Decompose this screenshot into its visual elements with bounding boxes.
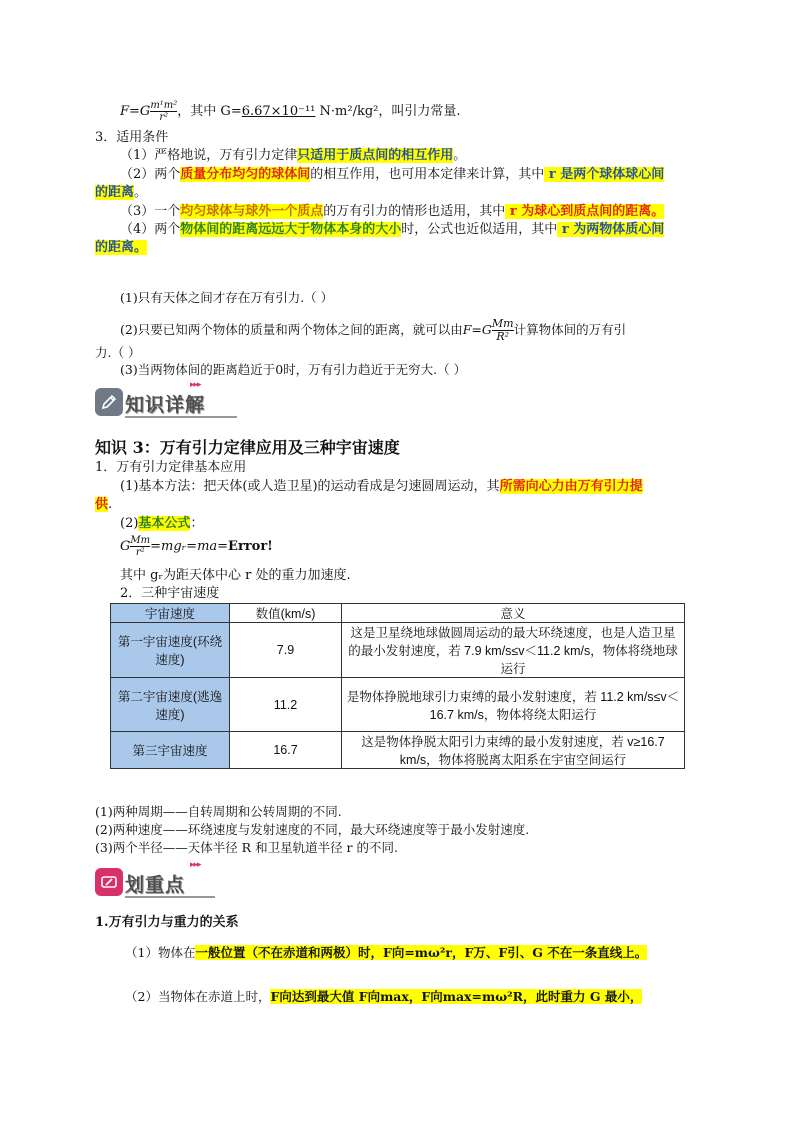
cond-4-mid: 时，公式也近似适用，其中 (401, 222, 558, 237)
k3-method-pre: (1)基本方法：把天体(或人造卫星)的运动看成是匀速圆周运动，其 (120, 479, 500, 494)
note-1: (1)两种周期——自转周期和公转周期的不同. (95, 804, 342, 819)
table-header-cell: 数值(km/s) (230, 604, 342, 623)
cond-3-pre: （3）一个 (120, 204, 181, 219)
k3-note: 其中 gᵣ为距天体中心 r 处的重力加速度. (120, 568, 351, 583)
cond-4-highlight-a: 物体间的距离远远大于物体本身的大小 (180, 222, 402, 237)
cond-3 (120, 203, 664, 221)
k3-formula-error: Error! (228, 539, 273, 554)
cond-1-post: 。 (453, 148, 467, 163)
cond-3-highlight-a: 均匀球体与球外一个质点 (180, 204, 324, 219)
arrows-decoration: ▸▸▸ (190, 380, 201, 390)
formula-lhs: F=G (120, 104, 151, 119)
judge-3: (3)当两物体间的距离趋近于0时，万有引力趋近于无穷大.（ ） (120, 362, 467, 377)
k3-method-highlight-cont: 供 (95, 497, 109, 512)
table-cell-value: 16.7 (230, 732, 342, 769)
highlighter-icon (95, 868, 123, 896)
cond-2-highlight-a: 质量分布均匀的球体间 (180, 167, 311, 182)
cond-title: 3．适用条件 (95, 130, 169, 145)
note-3: (3)两个半径——天体半径 R 和卫星轨道半径 r 的不同. (95, 840, 398, 855)
judge-2-post: 计算物体间的万有引 (513, 322, 627, 337)
judge-2-formula: F=G (462, 322, 492, 337)
badge-keypoints-label: 划重点 (125, 874, 186, 896)
formula-mid: ，其中 G= (177, 104, 242, 119)
k3-formula-numerator: Mm (130, 535, 151, 546)
k3-formula-g: G (120, 539, 131, 554)
judge-2-cont: 力.（ ） (95, 345, 141, 360)
k3-basic-highlight: 基本公式 (138, 516, 191, 531)
table-cell-meaning: 这是物体挣脱太阳引力束缚的最小发射速度，若 v≥16.7 km/s，物体将脱离太阳系在宇宙空间运行 (342, 732, 685, 769)
cond-2-post: 。 (134, 185, 148, 200)
k3-subheading-2: 2．三种宇宙速度 (120, 586, 220, 601)
table-header-row (111, 604, 685, 623)
cond-3-mid: 的万有引力的情形也适用，其中 (323, 204, 506, 219)
judge-2 (120, 318, 626, 343)
badge-underline (125, 416, 237, 418)
k3-basic-formula-label (120, 515, 203, 533)
judge-1: (1)只有天体之间才存在万有引力.（ ） (120, 290, 334, 305)
pencil-icon (95, 388, 123, 416)
table-header-cell: 意义 (342, 604, 685, 623)
cond-2-cont (95, 184, 147, 202)
table-cell-name: 第一宇宙速度(环绕速度) (111, 623, 230, 678)
table-cell-meaning: 这是卫星绕地球做圆周运动的最大环绕速度，也是人造卫星的最小发射速度，若 7.9 km/s≤v＜11.2 km/s，物体将绕地球运行 (342, 623, 685, 678)
table-cell-value: 7.9 (230, 623, 342, 678)
table-row (111, 623, 685, 678)
table-cell-meaning: 是物体挣脱地球引力束缚的最小发射速度，若 11.2 km/s≤v＜16.7 km/s，物体将绕太阳运行 (342, 678, 685, 732)
table-cell-value: 11.2 (230, 678, 342, 732)
k3-formula-fraction (130, 535, 150, 558)
cosmic-velocity-table (110, 603, 685, 769)
key-point-2-highlight: F向达到最大值 F向max，F向max=mω²R，此时重力 G 最小， (270, 989, 643, 1004)
key-title: 1.万有引力与重力的关系 (95, 915, 239, 930)
key-point-2-pre: （2）当物体在赤道上时， (125, 989, 271, 1004)
g-value: 6.67×10⁻¹¹ (241, 104, 316, 119)
gravitation-formula (120, 100, 461, 123)
k3-method (120, 478, 643, 496)
table-row (111, 732, 685, 769)
cond-4-highlight-b: r 为两物体质心间 (557, 222, 665, 237)
table-header-cell: 宇宙速度 (111, 604, 230, 623)
judge-2-denominator: R² (496, 330, 510, 343)
k3-basic-pre: (2) (120, 516, 139, 531)
cond-1 (120, 147, 466, 165)
section-badge-keypoints (95, 860, 240, 900)
judge-2-pre: (2)只要已知两个物体的质量和两个物体之间的距离，就可以由 (120, 322, 463, 337)
table-cell-name: 第二宇宙速度(逃逸速度) (111, 678, 230, 732)
cond-4-pre: （4）两个 (120, 222, 181, 237)
badge-underline (125, 896, 215, 898)
judge-2-fraction (492, 318, 514, 343)
k3-method-cont (95, 496, 112, 514)
arrows-decoration: ▸▸▸ (190, 860, 201, 870)
key-point-1-highlight: 一般位置（不在赤道和两极）时，F向=mω²r，F万、F引、G 不在一条直线上。 (195, 945, 648, 960)
judge-2-numerator: Mm (491, 317, 514, 330)
cond-2 (120, 166, 664, 184)
table-cell-name: 第三宇宙速度 (111, 732, 230, 769)
cond-4-highlight-c: 的距离。 (95, 240, 148, 255)
k3-formula-rest: =mgᵣ=ma= (150, 539, 229, 554)
formula-denominator: r² (159, 112, 169, 123)
table-row (111, 678, 685, 732)
k3-subheading-1: 1．万有引力定律基本应用 (95, 460, 247, 475)
k3-method-post: . (108, 497, 113, 512)
cond-2-highlight-b: r 是两个球体球心间 (544, 167, 665, 182)
cond-1-pre: （1）严格地说，万有引力定律 (120, 148, 298, 163)
k3-basic-formula (120, 535, 273, 558)
formula-fraction (150, 100, 177, 123)
section-badge-knowledge (95, 380, 240, 420)
note-2: (2)两种速度——环绕速度与发射速度的不同，最大环绕速度等于最小发射速度. (95, 822, 530, 837)
cond-2-pre: （2）两个 (120, 167, 181, 182)
k3-basic-post: ： (190, 516, 204, 531)
k3-formula-denominator: r² (135, 547, 145, 558)
key-point-2 (125, 988, 642, 1006)
badge-knowledge-label: 知识详解 (125, 394, 206, 416)
g-unit: N·m²/kg²，叫引力常量. (315, 104, 461, 119)
section-title: 知识 3：万有引力定律应用及三种宇宙速度 (95, 438, 400, 457)
key-point-1 (125, 944, 647, 962)
cond-4 (120, 221, 664, 239)
formula-numerator: m¹m² (150, 100, 178, 111)
k3-method-highlight: 所需向心力由万有引力提 (499, 479, 643, 494)
cond-1-highlight: 只适用于质点间的相互作用 (297, 148, 454, 163)
cond-3-highlight-b: r 为球心到质点间的距离。 (505, 204, 665, 219)
cond-2-mid: 的相互作用，也可用本定律来计算，其中 (310, 167, 545, 182)
cond-2-highlight-c: 的距离 (95, 185, 135, 200)
cond-4-cont (95, 239, 147, 257)
key-point-1-pre: （1）物体在 (125, 945, 196, 960)
